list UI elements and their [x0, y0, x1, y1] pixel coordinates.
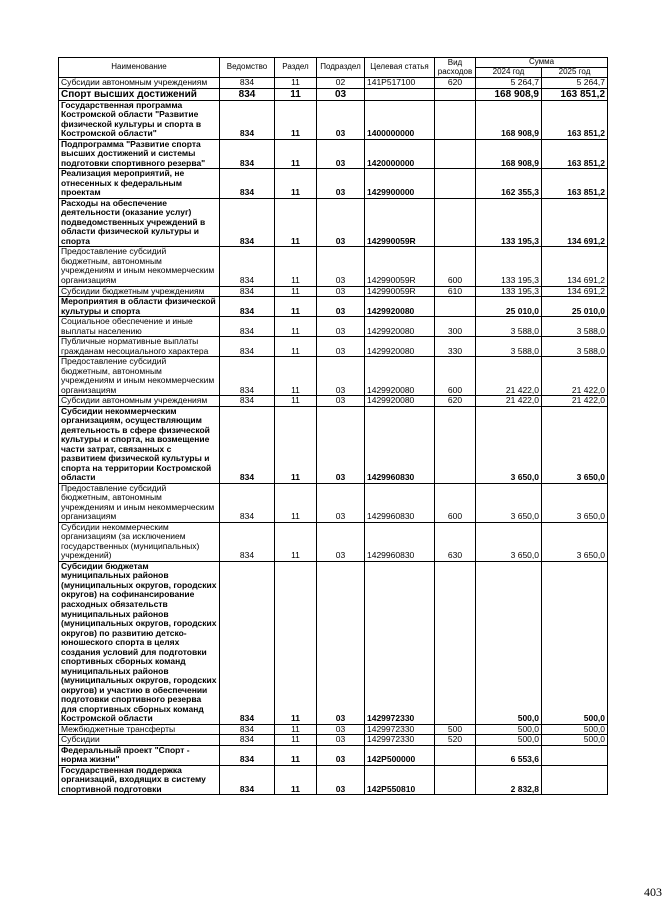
row-name: Мероприятия в области физической культуры и спорта [59, 297, 220, 317]
table-row [59, 297, 608, 317]
row-section: 11 [275, 337, 317, 357]
row-expense-type [435, 169, 476, 199]
row-department: 834 [220, 522, 275, 561]
row-target-code: 1429972330 [365, 724, 435, 735]
row-department: 834 [220, 100, 275, 139]
row-amount-2024: 133 195,3 [476, 247, 542, 286]
row-department: 834 [220, 357, 275, 396]
row-section: 11 [275, 286, 317, 297]
row-expense-type [435, 406, 476, 483]
row-department: 834 [220, 396, 275, 407]
row-name: Подпрограмма "Развитие спорта высших достижений и системы подготовки спортивного резерва" [59, 139, 220, 169]
row-subsection: 03 [317, 198, 365, 247]
row-amount-2025: 163 851,2 [542, 139, 608, 169]
row-amount-2024: 21 422,0 [476, 396, 542, 407]
row-name: Субсидии некоммерческим организациям (за исключением государственных (муниципальных) учреждений) [59, 522, 220, 561]
row-subsection: 03 [317, 139, 365, 169]
row-subsection: 03 [317, 169, 365, 199]
row-amount-2024: 25 010,0 [476, 297, 542, 317]
row-amount-2025: 3 650,0 [542, 406, 608, 483]
row-name: Субсидии [59, 735, 220, 746]
row-target-code: 1429900000 [365, 169, 435, 199]
row-amount-2025: 21 422,0 [542, 396, 608, 407]
row-amount-2024: 168 908,9 [476, 88, 542, 100]
table-row [59, 483, 608, 522]
header-department: Ведомство [220, 58, 275, 78]
row-expense-type: 300 [435, 317, 476, 337]
row-amount-2025: 134 691,2 [542, 286, 608, 297]
row-subsection: 03 [317, 317, 365, 337]
row-expense-type [435, 745, 476, 765]
row-target-code: 142P500000 [365, 745, 435, 765]
table-row [59, 406, 608, 483]
row-section: 11 [275, 522, 317, 561]
row-expense-type: 600 [435, 483, 476, 522]
row-amount-2024: 500,0 [476, 724, 542, 735]
row-department: 834 [220, 724, 275, 735]
row-subsection: 03 [317, 297, 365, 317]
row-section: 11 [275, 483, 317, 522]
row-name: Социальное обеспечение и иные выплаты населению [59, 317, 220, 337]
row-department: 834 [220, 198, 275, 247]
row-amount-2024: 21 422,0 [476, 357, 542, 396]
row-name: Предоставление субсидий бюджетным, автономным учреждениям и иным некоммерческим организациям [59, 247, 220, 286]
row-department: 834 [220, 561, 275, 724]
budget-page [58, 57, 662, 899]
row-name: Государственная программа Костромской области "Развитие физической культуры и спорта в Костромской области" [59, 100, 220, 139]
header-type: Вид расходов [435, 58, 476, 78]
row-amount-2025: 134 691,2 [542, 198, 608, 247]
row-amount-2024: 168 908,9 [476, 100, 542, 139]
row-target-code: 1429920080 [365, 297, 435, 317]
row-subsection: 03 [317, 100, 365, 139]
table-row [59, 724, 608, 735]
row-expense-type [435, 561, 476, 724]
table-row [59, 317, 608, 337]
row-expense-type: 500 [435, 724, 476, 735]
row-name: Спорт высших достижений [59, 88, 220, 100]
row-section: 11 [275, 297, 317, 317]
row-section: 11 [275, 765, 317, 795]
table-row [59, 169, 608, 199]
row-target-code: 141P517100 [365, 78, 435, 89]
header-name: Наименование [59, 58, 220, 78]
row-target-code [365, 88, 435, 100]
row-department: 834 [220, 78, 275, 89]
table-row [59, 745, 608, 765]
row-target-code: 1429972330 [365, 735, 435, 746]
row-target-code: 1429960830 [365, 406, 435, 483]
row-subsection: 03 [317, 88, 365, 100]
row-amount-2024: 5 264,7 [476, 78, 542, 89]
row-expense-type [435, 100, 476, 139]
row-amount-2024: 3 588,0 [476, 337, 542, 357]
row-name: Межбюджетные трансферты [59, 724, 220, 735]
row-section: 11 [275, 78, 317, 89]
row-amount-2025: 500,0 [542, 561, 608, 724]
row-expense-type [435, 139, 476, 169]
page-number: 403 [644, 885, 662, 899]
row-subsection: 03 [317, 735, 365, 746]
table-row [59, 247, 608, 286]
row-section: 11 [275, 169, 317, 199]
row-target-code: 1429920080 [365, 357, 435, 396]
row-section: 11 [275, 396, 317, 407]
row-target-code: 142990059R [365, 286, 435, 297]
header-section: Раздел [275, 58, 317, 78]
row-subsection: 03 [317, 396, 365, 407]
row-subsection: 03 [317, 765, 365, 795]
row-name: Субсидии автономным учреждениям [59, 396, 220, 407]
row-amount-2025: 163 851,2 [542, 169, 608, 199]
row-amount-2025: 25 010,0 [542, 297, 608, 317]
row-subsection: 03 [317, 745, 365, 765]
header-sum: Сумма [476, 58, 608, 68]
row-amount-2025 [542, 745, 608, 765]
row-amount-2024: 500,0 [476, 561, 542, 724]
row-name: Предоставление субсидий бюджетным, автономным учреждениям и иным некоммерческим организациям [59, 357, 220, 396]
table-row [59, 198, 608, 247]
row-name: Федеральный проект "Спорт - норма жизни" [59, 745, 220, 765]
row-section: 11 [275, 198, 317, 247]
row-target-code: 1429920080 [365, 317, 435, 337]
row-department: 834 [220, 735, 275, 746]
row-target-code: 142990059R [365, 247, 435, 286]
table-row [59, 88, 608, 100]
table-row [59, 337, 608, 357]
row-amount-2024: 162 355,3 [476, 169, 542, 199]
table-row [59, 765, 608, 795]
row-subsection: 03 [317, 337, 365, 357]
row-target-code: 142990059R [365, 198, 435, 247]
row-department: 834 [220, 317, 275, 337]
row-section: 11 [275, 88, 317, 100]
row-section: 11 [275, 561, 317, 724]
table-row [59, 561, 608, 724]
row-expense-type: 620 [435, 78, 476, 89]
row-amount-2025: 3 588,0 [542, 337, 608, 357]
row-section: 11 [275, 139, 317, 169]
table-row [59, 735, 608, 746]
table-row [59, 139, 608, 169]
row-department: 834 [220, 286, 275, 297]
row-section: 11 [275, 100, 317, 139]
header-year-2024: 2024 год [476, 68, 542, 78]
row-expense-type [435, 765, 476, 795]
header-year-2025: 2025 год [542, 68, 608, 78]
row-expense-type: 600 [435, 247, 476, 286]
budget-table [58, 57, 608, 795]
row-amount-2025: 500,0 [542, 735, 608, 746]
row-amount-2025: 134 691,2 [542, 247, 608, 286]
row-subsection: 03 [317, 286, 365, 297]
row-amount-2024: 133 195,3 [476, 286, 542, 297]
row-name: Субсидии некоммерческим организациям, осуществляющим деятельность в сфере физической культуры и спорта, на возмещение части затрат, связанных с развитием физической культуры и спорта на территории Костромской области [59, 406, 220, 483]
row-target-code: 142P550810 [365, 765, 435, 795]
row-amount-2024: 3 650,0 [476, 483, 542, 522]
row-subsection: 03 [317, 483, 365, 522]
row-name: Государственная поддержка организаций, входящих в систему спортивной подготовки [59, 765, 220, 795]
row-section: 11 [275, 406, 317, 483]
table-row [59, 100, 608, 139]
row-department: 834 [220, 765, 275, 795]
row-department: 834 [220, 169, 275, 199]
row-amount-2024: 6 553,6 [476, 745, 542, 765]
row-name: Расходы на обеспечение деятельности (оказание услуг) подведомственных учреждений в области физической культуры и спорта [59, 198, 220, 247]
row-name: Субсидии бюджетным учреждениям [59, 286, 220, 297]
row-amount-2025: 3 650,0 [542, 483, 608, 522]
table-body [59, 78, 608, 795]
row-subsection: 03 [317, 724, 365, 735]
row-amount-2024: 3 588,0 [476, 317, 542, 337]
row-name: Реализация мероприятий, не отнесенных к федеральным проектам [59, 169, 220, 199]
row-expense-type [435, 297, 476, 317]
row-amount-2024: 3 650,0 [476, 406, 542, 483]
table-row [59, 522, 608, 561]
row-expense-type: 620 [435, 396, 476, 407]
row-subsection: 03 [317, 247, 365, 286]
row-amount-2024: 2 832,8 [476, 765, 542, 795]
row-target-code: 1420000000 [365, 139, 435, 169]
row-amount-2025: 163 851,2 [542, 100, 608, 139]
row-target-code: 1429972330 [365, 561, 435, 724]
row-amount-2025: 21 422,0 [542, 357, 608, 396]
row-expense-type: 610 [435, 286, 476, 297]
row-department: 834 [220, 745, 275, 765]
row-name: Публичные нормативные выплаты гражданам несоциального характера [59, 337, 220, 357]
row-amount-2024: 168 908,9 [476, 139, 542, 169]
row-name: Субсидии бюджетам муниципальных районов (муниципальных округов, городских округов) на софинансирование расходных обязательств муниципальных районов (муниципальных округов, городских округов) по развитию детско-юношеского спорта в целях создания условий для подготовки спортивных сборных команд муниципальных районов (муниципальных округов, городских округов) и участию в обеспечении подготовки спортивного резерва для спортивных сборных команд Костромской области [59, 561, 220, 724]
row-amount-2024: 133 195,3 [476, 198, 542, 247]
row-amount-2025: 3 588,0 [542, 317, 608, 337]
row-subsection: 03 [317, 561, 365, 724]
row-section: 11 [275, 735, 317, 746]
row-department: 834 [220, 483, 275, 522]
row-subsection: 03 [317, 522, 365, 561]
row-amount-2025: 163 851,2 [542, 88, 608, 100]
row-amount-2024: 3 650,0 [476, 522, 542, 561]
row-department: 834 [220, 337, 275, 357]
row-expense-type: 330 [435, 337, 476, 357]
row-subsection: 03 [317, 357, 365, 396]
row-subsection: 02 [317, 78, 365, 89]
row-expense-type: 520 [435, 735, 476, 746]
row-expense-type [435, 198, 476, 247]
row-amount-2025: 5 264,7 [542, 78, 608, 89]
header-target: Целевая статья [365, 58, 435, 78]
header-subsection: Подраздел [317, 58, 365, 78]
row-expense-type: 600 [435, 357, 476, 396]
row-target-code: 1429960830 [365, 483, 435, 522]
row-subsection: 03 [317, 406, 365, 483]
row-section: 11 [275, 357, 317, 396]
row-amount-2025: 500,0 [542, 724, 608, 735]
row-section: 11 [275, 317, 317, 337]
table-row [59, 396, 608, 407]
row-section: 11 [275, 724, 317, 735]
table-row [59, 78, 608, 89]
row-department: 834 [220, 406, 275, 483]
row-target-code: 1429960830 [365, 522, 435, 561]
row-amount-2025 [542, 765, 608, 795]
row-target-code: 1400000000 [365, 100, 435, 139]
row-target-code: 1429920080 [365, 396, 435, 407]
table-row [59, 286, 608, 297]
row-department: 834 [220, 139, 275, 169]
row-section: 11 [275, 745, 317, 765]
row-department: 834 [220, 88, 275, 100]
row-amount-2025: 3 650,0 [542, 522, 608, 561]
row-expense-type: 630 [435, 522, 476, 561]
row-department: 834 [220, 247, 275, 286]
table-row [59, 357, 608, 396]
row-name: Субсидии автономным учреждениям [59, 78, 220, 89]
row-amount-2024: 500,0 [476, 735, 542, 746]
row-expense-type [435, 88, 476, 100]
row-section: 11 [275, 247, 317, 286]
row-target-code: 1429920080 [365, 337, 435, 357]
row-name: Предоставление субсидий бюджетным, автономным учреждениям и иным некоммерческим организациям [59, 483, 220, 522]
row-department: 834 [220, 297, 275, 317]
